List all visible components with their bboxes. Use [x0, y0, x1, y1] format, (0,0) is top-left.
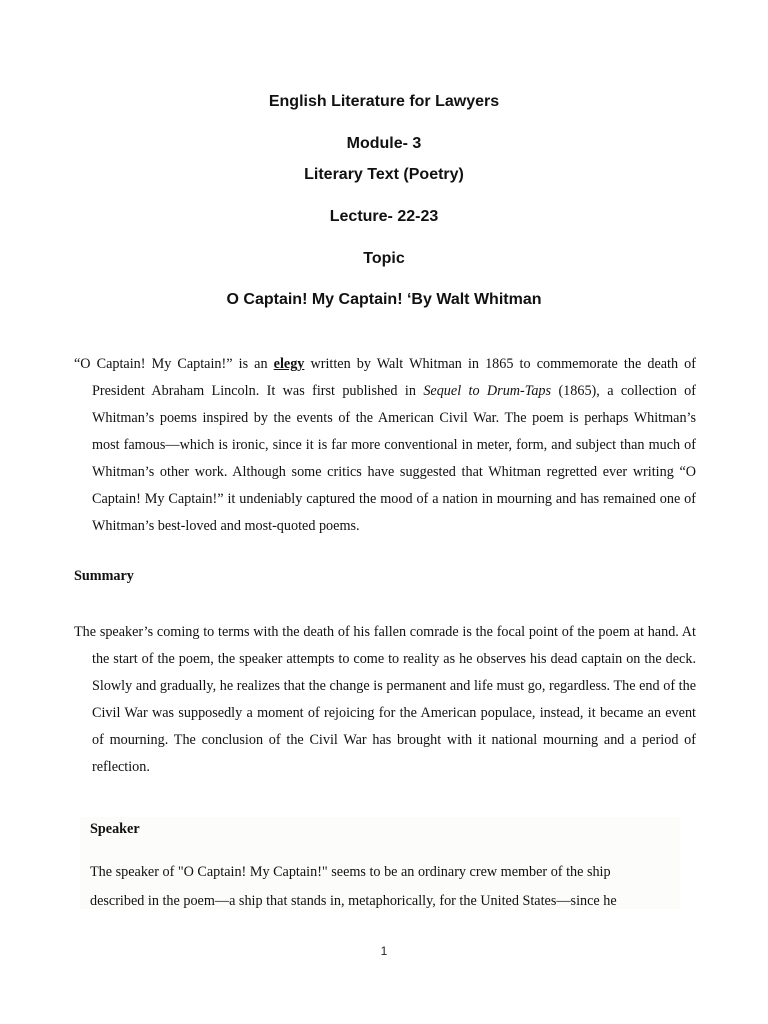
book-title: Sequel to Drum-Taps [423, 383, 552, 399]
intro-text-1: “O Captain! My Captain!” is an [74, 356, 274, 372]
speaker-line-2: described in the poem—a ship that stands in, metaphorically, for the United States—since he [90, 893, 617, 909]
intro-paragraph [74, 351, 696, 540]
topic-label: Topic [363, 250, 405, 267]
summary-paragraph: The speaker’s coming to terms with the death of his fallen comrade is the focal point of the poem at hand. At the start of the poem, the speaker attempts to come to reality as he observes his dead captain on the deck. Slowly and gradually, he realizes that the change is permanent and life must go, regardless. The end of the Civil War was supposedly a moment of rejoicing for the American populace, instead, it became an event of mourning. The conclusion of the Civil War has brought with it national mourning and a period of reflection. [74, 624, 696, 775]
course-title: English Literature for Lawyers [268, 93, 500, 110]
summary-heading: Summary [74, 568, 134, 584]
topic-title: O Captain! My Captain! ‘By Walt Whitman [226, 291, 542, 308]
speaker-paragraph [90, 858, 660, 916]
lecture-title: Lecture- 22-23 [329, 208, 439, 225]
page-number: 1 [380, 944, 388, 958]
text-type-title: Literary Text (Poetry) [304, 166, 464, 183]
speaker-line-1: The speaker of "O Captain! My Captain!" seems to be an ordinary crew member of the ship [90, 864, 611, 880]
intro-text-2: written by Walt Whitman in 1865 to commemorate the death of President Abraham Lincoln. It was first published in [92, 356, 696, 399]
elegy-term: elegy [273, 356, 305, 372]
module-title: Module- 3 [346, 135, 422, 152]
intro-text-3: (1865), a collection of Whitman’s poems inspired by the events of the American Civil War. The poem is perhaps Whitman’s most famous—which is ironic, since it is far more conventional in meter, form, and subject than much of Whitman’s other work. Although some critics have suggested that Whitman regretted ever writing “O Captain! My Captain!” it undeniably captured the mood of a nation in mourning and has remained one of Whitman’s best-loved and most-quoted poems. [92, 383, 697, 534]
speaker-heading: Speaker [90, 821, 140, 837]
